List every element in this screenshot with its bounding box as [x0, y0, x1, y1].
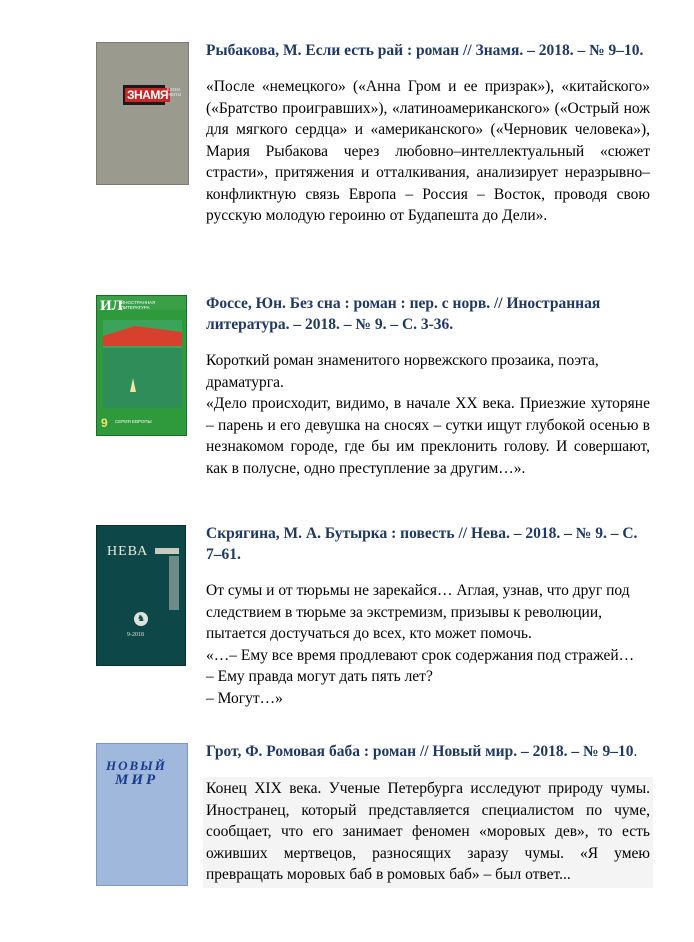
entry-text: [206, 40, 650, 227]
description-paragraph: «…– Ему все время продлевают срок содержания под стражей…: [206, 646, 635, 664]
cover-art-sea: [103, 348, 182, 408]
entry-text: [206, 523, 650, 709]
entry-description: [206, 580, 650, 709]
cover-decor-bar: [155, 548, 179, 554]
cover-footer: [97, 414, 187, 436]
description-paragraph: «Дело происходит, видимо, в начале XX века. Приезжие хуторяне – парень и его девушка на сносях – сутки ищут глубокой осенью в незнакомом городе, где бы им преклонить голову. И совершают, как в полусне, одно преступление за другим…».: [206, 395, 650, 477]
cover-issue-year: 9-2018: [127, 632, 144, 638]
book-cover-znamya: [96, 42, 189, 185]
cover-logo-line2: МИР: [115, 772, 159, 788]
entry-title-bold: Скрягина, М. А. Бутырка : повесть // Нева. – 2018. – № 9. – С. 7–61.: [206, 525, 638, 563]
horse-emblem-icon: ♞: [134, 612, 148, 626]
description-paragraph: Короткий роман знаменитого норвежского прозаика, поэта, драматурга.: [206, 352, 599, 391]
cover-logo: ИЛ: [100, 298, 123, 314]
book-cover-novy-mir: [96, 743, 188, 886]
entry-description: [206, 350, 650, 479]
cover-decor-stripe: [169, 556, 179, 610]
cover-journal-name: ИНОСТРАННАЯ ЛИТЕРАТУРА: [121, 300, 156, 310]
entry-description: [203, 777, 653, 888]
entry-text: [206, 293, 650, 479]
entry-title: [206, 40, 650, 61]
entry-title-plain: .: [633, 743, 638, 760]
entry-title-bold: Грот, Ф. Ромовая баба : роман // Новый мир. – 2018. – № 9–10: [206, 743, 634, 760]
book-cover-neva: [96, 525, 186, 666]
entry-title: [206, 523, 650, 565]
book-cover-inostrannaya: [96, 295, 187, 436]
entry-description: [206, 76, 650, 227]
description-paragraph: – Могут…»: [206, 689, 283, 707]
description-paragraph: – Ему правда могут дать пять лет?: [206, 668, 433, 685]
cover-logo-block: [123, 85, 168, 105]
description-paragraph: Конец XIX века. Ученые Петербурга исследуют природу чумы. Иностранец, который представляется специалистом по чуме, сообщает, что его занимает феномен «моровых дев», то есть оживших мертвецов, разносящих заразу чумы. «Я умею превращать моровых баб в ромовых баб» – был ответ...: [206, 780, 650, 883]
entry-title-bold: Фоссе, Юн. Без сна : роман : пер. с норв. // Иностранная литература. – 2018. – № 9. – С. 3-36.: [206, 295, 601, 333]
entry-title: [206, 741, 650, 762]
cover-logo-line1: НОВЫЙ: [106, 758, 167, 773]
cover-logo: ЗНАМЯ: [127, 88, 168, 102]
entry-title: [206, 293, 650, 335]
description-paragraph: «После «немецкого» («Анна Гром и ее призрак»), «китайского» («Братство проигравших»), «латиноамериканского» («Острый нож для мягкого сердца» и «американского» («Черновик человека»), Мария Рыбакова через любовно–интеллектуальный «сюжет страсти», притяжения и отталкивания, анализирует неразрывно–конфликтную связь Европа – Россия – Восток, проводя свою русскую молодую героиню от Будапешта до Дели».: [206, 78, 650, 224]
entry-text: [206, 741, 650, 888]
cover-bottom-text: СЕРИЯ ЕВРОПЫ: [115, 419, 152, 424]
description-paragraph: От сумы и от тюрьмы не зарекайся… Аглая, узнав, что друг под следствием в тюрьме за экстремизм, призывы к революции, пытается достучаться до всех, кто может помочь.: [206, 582, 630, 642]
cover-issue-number: 9: [101, 416, 108, 430]
entry-title-bold: Рыбакова, М. Если есть рай : роман // Знамя. – 2018. – № 9–10.: [206, 42, 644, 59]
cover-side-text: КЛЕНА ЭВИТЫ: [167, 87, 182, 97]
cover-logo: НЕВА: [107, 544, 149, 559]
